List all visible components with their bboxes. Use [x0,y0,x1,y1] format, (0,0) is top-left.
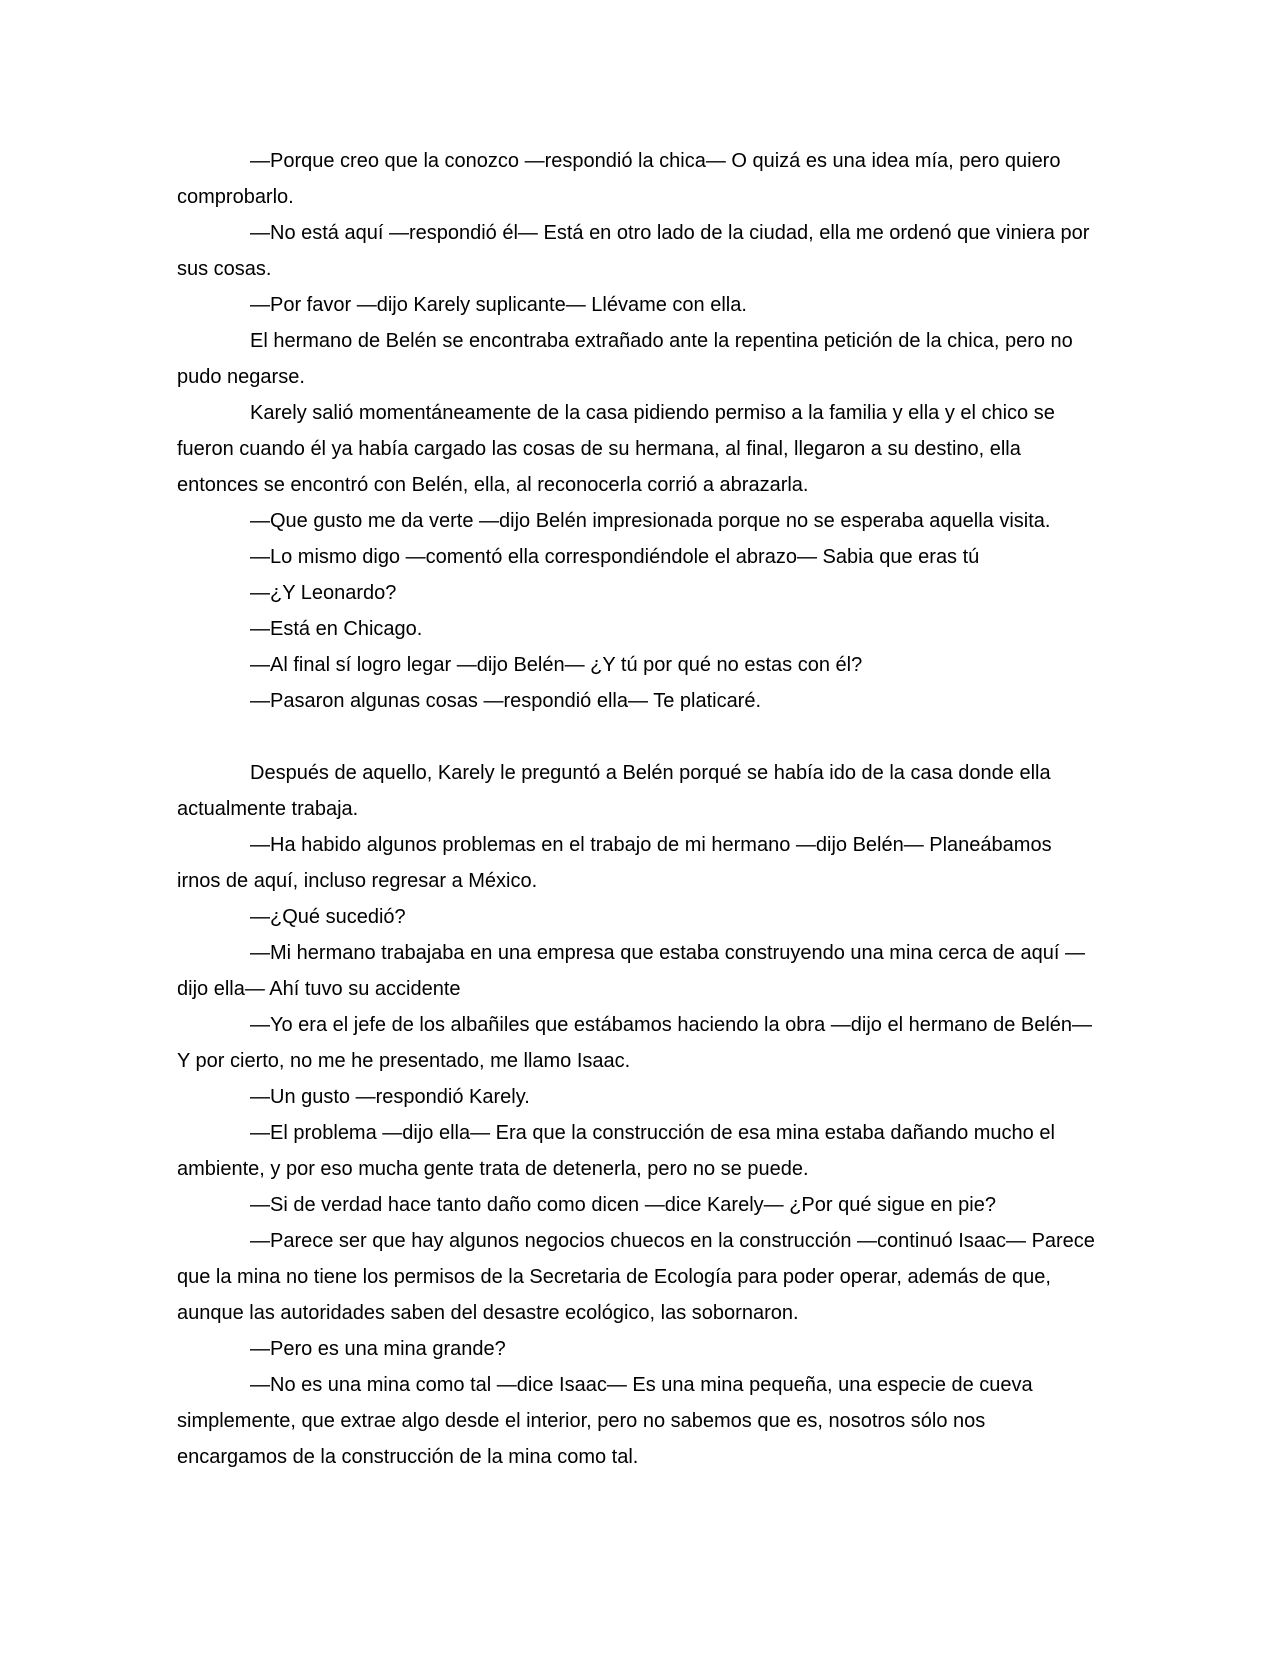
paragraph: —Parece ser que hay algunos negocios chuecos en la construcción —continuó Isaac— Parece que la mina no tiene los permisos de la Secretaria de Ecología para poder operar, además de que, aunque las autoridades saben del desastre ecológico, las sobornaron. [177,1230,1095,1324]
paragraph: Después de aquello, Karely le preguntó a Belén porqué se había ido de la casa donde ella actualmente trabaja. [177,762,1051,820]
paragraph: —No está aquí —respondió él— Está en otro lado de la ciudad, ella me ordenó que viniera por sus cosas. [177,222,1090,280]
section-break [177,719,1097,755]
paragraph: El hermano de Belén se encontraba extrañado ante la repentina petición de la chica, pero no pudo negarse. [177,330,1073,388]
paragraph: —Al final sí logro legar —dijo Belén— ¿Y tú por qué no estas con él? [250,654,863,676]
body-text [177,143,1097,1475]
paragraph: —Si de verdad hace tanto daño como dicen —dice Karely— ¿Por qué sigue en pie? [250,1194,996,1216]
paragraph: —No es una mina como tal —dice Isaac— Es una mina pequeña, una especie de cueva simplemente, que extrae algo desde el interior, pero no sabemos que es, nosotros sólo nos encargamos de la construcción de la mina como tal. [177,1374,1033,1468]
paragraph: —Ha habido algunos problemas en el trabajo de mi hermano —dijo Belén— Planeábamos irnos de aquí, incluso regresar a México. [177,834,1052,892]
paragraph: —Yo era el jefe de los albañiles que estábamos haciendo la obra —dijo el hermano de Belén— Y por cierto, no me he presentado, me llamo Isaac. [177,1014,1093,1072]
paragraph: —Un gusto —respondió Karely. [250,1086,530,1108]
paragraph: —Porque creo que la conozco —respondió la chica— O quizá es una idea mía, pero quiero comprobarlo. [177,150,1061,208]
paragraph: —Que gusto me da verte —dijo Belén impresionada porque no se esperaba aquella visita. [250,510,1051,532]
paragraph: Karely salió momentáneamente de la casa pidiendo permiso a la familia y ella y el chico se fueron cuando él ya había cargado las cosas de su hermana, al final, llegaron a su destino, ella entonces se encontró con Belén, ella, al reconocerla corrió a abrazarla. [177,402,1055,496]
paragraph: —¿Qué sucedió? [250,906,406,928]
paragraph: —Lo mismo digo —comentó ella correspondiéndole el abrazo— Sabia que eras tú [250,546,980,568]
paragraph: —El problema —dijo ella— Era que la construcción de esa mina estaba dañando mucho el ambiente, y por eso mucha gente trata de detenerla, pero no se puede. [177,1122,1055,1180]
paragraph: —Está en Chicago. [250,618,423,640]
paragraph: —Por favor —dijo Karely suplicante— Llévame con ella. [250,294,747,316]
paragraph: —Mi hermano trabajaba en una empresa que estaba construyendo una mina cerca de aquí —dijo ella— Ahí tuvo su accidente [177,942,1085,1000]
paragraph: —¿Y Leonardo? [250,582,397,604]
paragraph: —Pasaron algunas cosas —respondió ella— Te platicaré. [250,690,762,712]
paragraph: —Pero es una mina grande? [250,1338,506,1360]
